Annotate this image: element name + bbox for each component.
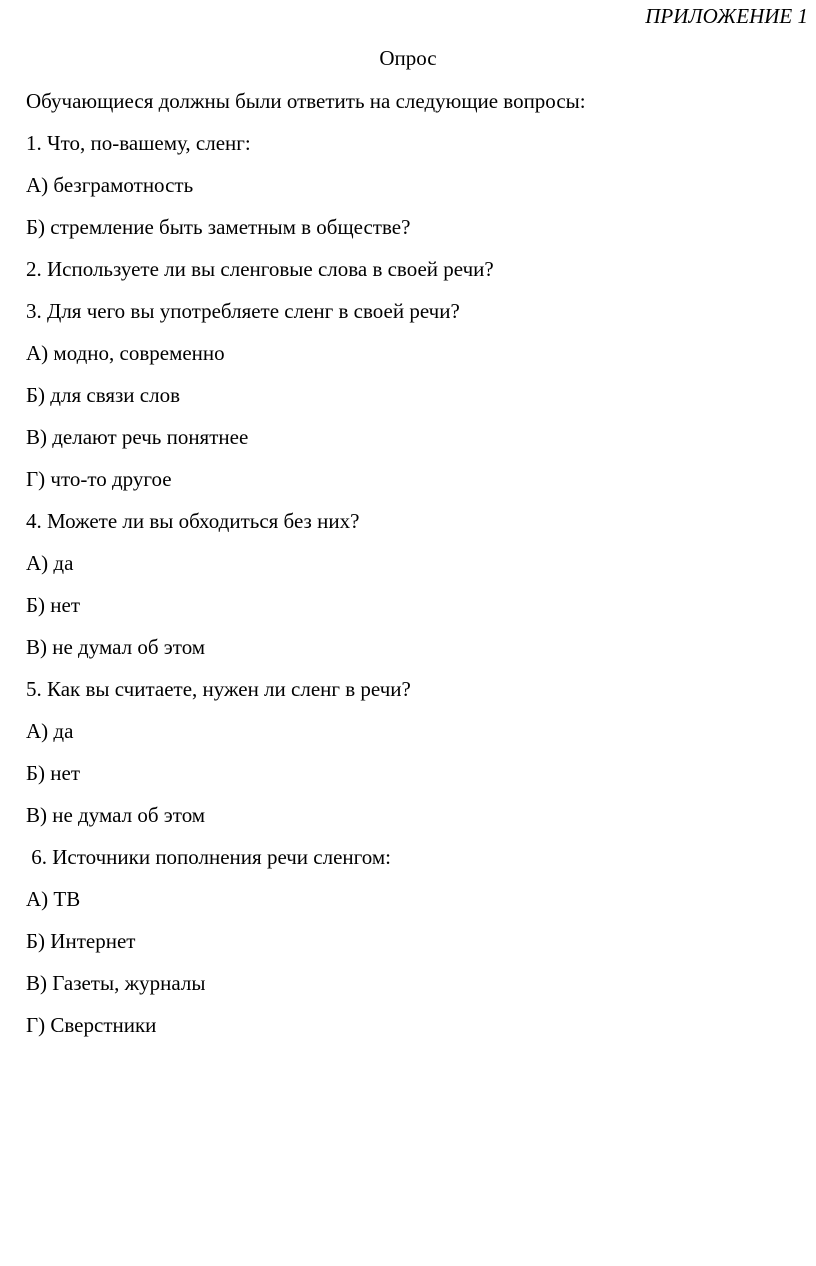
- question-6-option-b: Б) Интернет: [26, 929, 136, 953]
- appendix-label: ПРИЛОЖЕНИЕ 1: [645, 4, 808, 28]
- intro-line: Обучающиеся должны были ответить на следующие вопросы:: [26, 89, 586, 113]
- question-2: 2. Используете ли вы сленговые слова в своей речи?: [26, 257, 494, 281]
- question-5-option-c: В) не думал об этом: [26, 803, 206, 827]
- question-3-option-d: Г) что-то другое: [26, 467, 172, 491]
- question-3-option-a: А) модно, современно: [26, 341, 225, 365]
- question-1-option-b: Б) стремление быть заметным в обществе?: [26, 215, 411, 239]
- question-4: 4. Можете ли вы обходиться без них?: [26, 509, 360, 533]
- question-5: 5. Как вы считаете, нужен ли сленг в речи?: [26, 677, 411, 701]
- question-4-option-c: В) не думал об этом: [26, 635, 206, 659]
- question-6-option-c: В) Газеты, журналы: [26, 971, 206, 995]
- question-6: 6. Источники пополнения речи сленгом:: [26, 845, 391, 869]
- question-3: 3. Для чего вы употребляете сленг в своей речи?: [26, 299, 460, 323]
- question-5-option-a: А) да: [26, 719, 74, 743]
- question-3-option-c: В) делают речь понятнее: [26, 425, 249, 449]
- question-1-option-a: А) безграмотность: [26, 173, 194, 197]
- question-3-option-b: Б) для связи слов: [26, 383, 180, 407]
- document-title: Опрос: [379, 46, 437, 70]
- question-4-option-b: Б) нет: [26, 593, 81, 617]
- question-6-option-a: А) ТВ: [26, 887, 81, 911]
- question-6-option-d: Г) Сверстники: [26, 1013, 157, 1037]
- question-5-option-b: Б) нет: [26, 761, 81, 785]
- survey-text: [26, 86, 806, 1052]
- question-1: 1. Что, по-вашему, сленг:: [26, 131, 251, 155]
- question-4-option-a: А) да: [26, 551, 74, 575]
